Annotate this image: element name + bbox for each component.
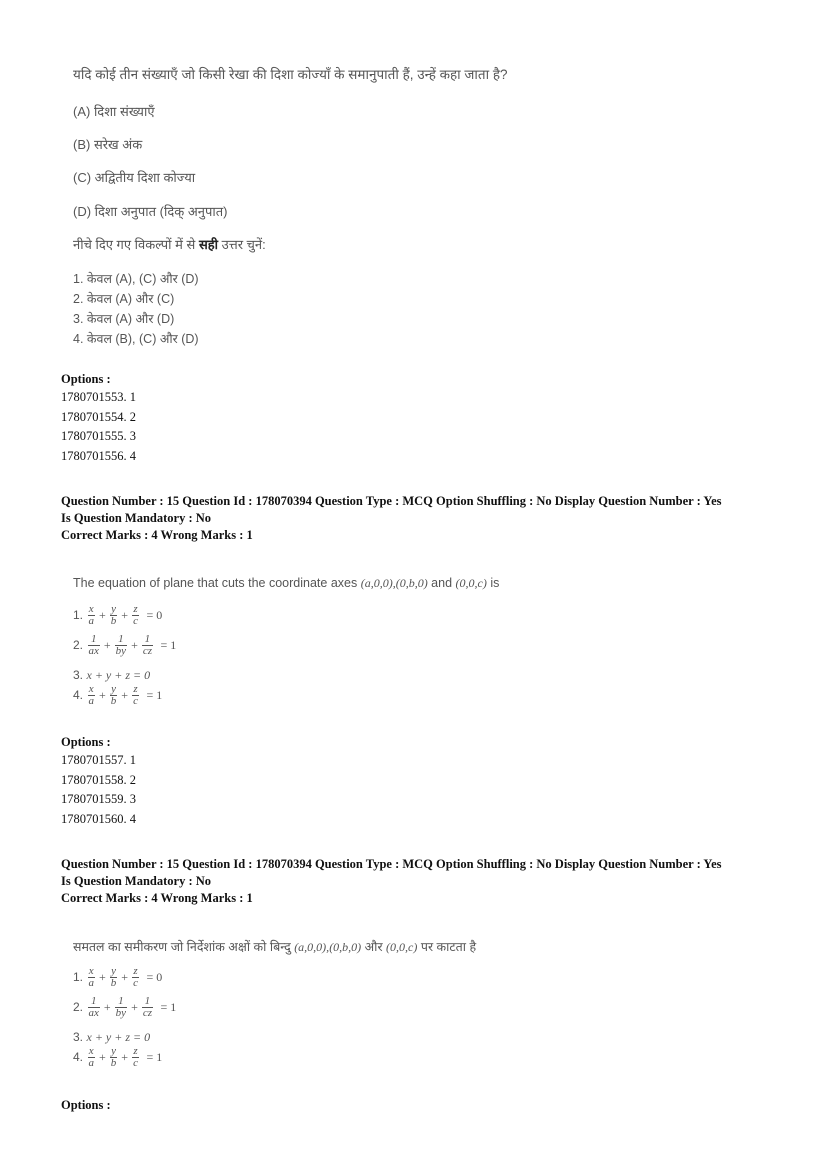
fraction: $\frac{1}{cz}$ xyxy=(142,633,153,657)
fraction: $\frac{1}{cz}$ xyxy=(142,995,153,1019)
options-label: Options : xyxy=(61,1098,111,1112)
question-meta-line: Correct Marks : 4 Wrong Marks : 1 xyxy=(61,891,253,905)
option-number: 1. xyxy=(73,607,84,622)
option-id: 1780701556. 4 xyxy=(61,448,136,463)
math-option-1 xyxy=(73,966,165,989)
option-id: 1780701554. 2 xyxy=(61,409,136,424)
plus-sign: + xyxy=(99,969,106,984)
fraction: $\frac{z}{c}$ xyxy=(133,1045,138,1069)
question-meta-line: Is Question Mandatory : No xyxy=(61,511,212,525)
plus-sign: + xyxy=(121,687,129,702)
option-id: 1780701557. 1 xyxy=(61,753,136,767)
answer-option-2: 2. केवल (A) और (C) xyxy=(73,292,175,306)
question-image-english-plane xyxy=(73,574,573,714)
stem-and: और xyxy=(361,940,387,954)
math-option-4 xyxy=(73,684,165,707)
plus-sign: + xyxy=(121,1049,129,1064)
fraction: $\frac{1}{by}$ xyxy=(115,995,127,1019)
answer-option-3: 3. केवल (A) और (D) xyxy=(73,312,175,326)
fraction: $\frac{x}{a}$ xyxy=(88,603,94,627)
answer-prompt-bold: सही xyxy=(198,237,219,252)
option-number: 1. xyxy=(73,969,84,984)
math-option-2 xyxy=(73,634,179,657)
fraction: $\frac{1}{ax}$ xyxy=(88,633,99,657)
answer-prompt-pre: नीचे दिए गए विकल्पों में से xyxy=(73,237,199,252)
choice-b: (B) सरेख अंक xyxy=(73,137,143,152)
question-meta-line: Question Number : 15 Question Id : 178070394 Question Type : MCQ Option Shuffling : No Display Question Number : Yes xyxy=(61,494,722,508)
plus-sign: + xyxy=(99,687,106,702)
answer-option-1: 1. केवल (A), (C) और (D) xyxy=(73,272,199,286)
answer-prompt-post: उत्तर चुनें: xyxy=(218,237,266,252)
plus-sign: + xyxy=(99,607,106,622)
rhs: = 1 xyxy=(146,687,163,702)
fraction: $\frac{x}{a}$ xyxy=(88,965,94,989)
point-b: (0,b,0) xyxy=(329,940,362,954)
stem-text: समतल का समीकरण जो निर्देशांक अक्षों को बिन्दु xyxy=(73,940,295,954)
point-c: (0,0,c) xyxy=(455,576,487,590)
math-option-2 xyxy=(73,996,179,1019)
expression: x + y + z = 0 xyxy=(86,668,151,682)
math-option-4 xyxy=(73,1046,165,1069)
point-c: (0,0,c) xyxy=(386,940,418,954)
point-b: (0,b,0) xyxy=(395,576,428,590)
choice-c: (C) अद्वितीय दिशा कोज्या xyxy=(73,170,196,185)
question-meta-line: Is Question Mandatory : No xyxy=(61,874,212,888)
question-meta-line: Correct Marks : 4 Wrong Marks : 1 xyxy=(61,528,253,542)
rhs: = 0 xyxy=(146,969,163,984)
stem-and: and xyxy=(427,576,456,590)
option-number: 3. xyxy=(73,1030,84,1044)
option-id: 1780701559. 3 xyxy=(61,792,136,806)
fraction: $\frac{1}{by}$ xyxy=(115,633,127,657)
option-id: 1780701560. 4 xyxy=(61,811,136,826)
rhs: = 1 xyxy=(146,1049,163,1064)
options-list-2 xyxy=(61,751,136,829)
plus-sign: + xyxy=(121,607,129,622)
options-label: Options : xyxy=(61,372,111,386)
math-option-1 xyxy=(73,604,165,627)
option-number: 2. xyxy=(73,637,84,652)
plus-sign: + xyxy=(121,969,129,984)
option-number: 3. xyxy=(73,668,84,682)
question-stem xyxy=(73,576,499,591)
math-option-3 xyxy=(73,668,150,683)
answer-option-4: 4. केवल (B), (C) और (D) xyxy=(73,332,199,346)
question-meta-1 xyxy=(61,493,722,544)
options-label: Options : xyxy=(61,735,111,749)
stem-is: is xyxy=(486,576,500,590)
fraction: $\frac{y}{b}$ xyxy=(110,603,117,627)
question-meta-2 xyxy=(61,856,722,907)
rhs: = 1 xyxy=(160,999,177,1014)
fraction: $\frac{z}{c}$ xyxy=(133,683,138,707)
point-a: (a,0,0), xyxy=(294,940,330,954)
point-a: (a,0,0), xyxy=(360,576,396,590)
math-option-3 xyxy=(73,1030,150,1045)
choice-d: (D) दिशा अनुपात (दिक् अनुपात) xyxy=(73,204,228,219)
plus-sign: + xyxy=(103,637,111,652)
fraction: $\frac{y}{b}$ xyxy=(110,683,117,707)
fraction: $\frac{x}{a}$ xyxy=(88,1045,94,1069)
fraction: $\frac{1}{ax}$ xyxy=(88,995,99,1019)
stem-text: The equation of plane that cuts the coordinate axes xyxy=(73,576,361,590)
plus-sign: + xyxy=(103,999,111,1014)
option-id: 1780701553. 1 xyxy=(61,390,136,404)
plus-sign: + xyxy=(99,1049,106,1064)
answer-prompt xyxy=(73,235,266,253)
fraction: $\frac{y}{b}$ xyxy=(110,1045,117,1069)
option-id: 1780701555. 3 xyxy=(61,429,136,443)
fraction: $\frac{z}{c}$ xyxy=(133,603,138,627)
option-id: 1780701558. 2 xyxy=(61,772,136,787)
rhs: = 0 xyxy=(146,607,163,622)
option-number: 2. xyxy=(73,999,84,1014)
plus-sign: + xyxy=(131,999,138,1014)
expression: x + y + z = 0 xyxy=(86,1030,151,1044)
fraction: $\frac{y}{b}$ xyxy=(110,965,117,989)
question-meta-line: Question Number : 15 Question Id : 178070394 Question Type : MCQ Option Shuffling : No Display Question Number : Yes xyxy=(61,857,722,871)
fraction: $\frac{z}{c}$ xyxy=(133,965,138,989)
option-number: 4. xyxy=(73,1049,84,1064)
question-image-hindi-plane xyxy=(73,936,573,1076)
rhs: = 1 xyxy=(160,637,177,652)
plus-sign: + xyxy=(131,637,138,652)
question-stem: यदि कोई तीन संख्याएँ जो किसी रेखा की दिशा कोज्याँ के समानुपाती हैं, उन्हें कहा जाता है? xyxy=(73,67,508,82)
option-number: 4. xyxy=(73,687,84,702)
stem-post: पर काटता है xyxy=(417,940,477,954)
question-image-hindi-direction xyxy=(73,65,553,355)
fraction: $\frac{x}{a}$ xyxy=(88,683,94,707)
choice-a: (A) दिशा संख्याएँ xyxy=(73,104,155,119)
question-stem xyxy=(73,938,476,955)
options-list-1 xyxy=(61,388,136,466)
